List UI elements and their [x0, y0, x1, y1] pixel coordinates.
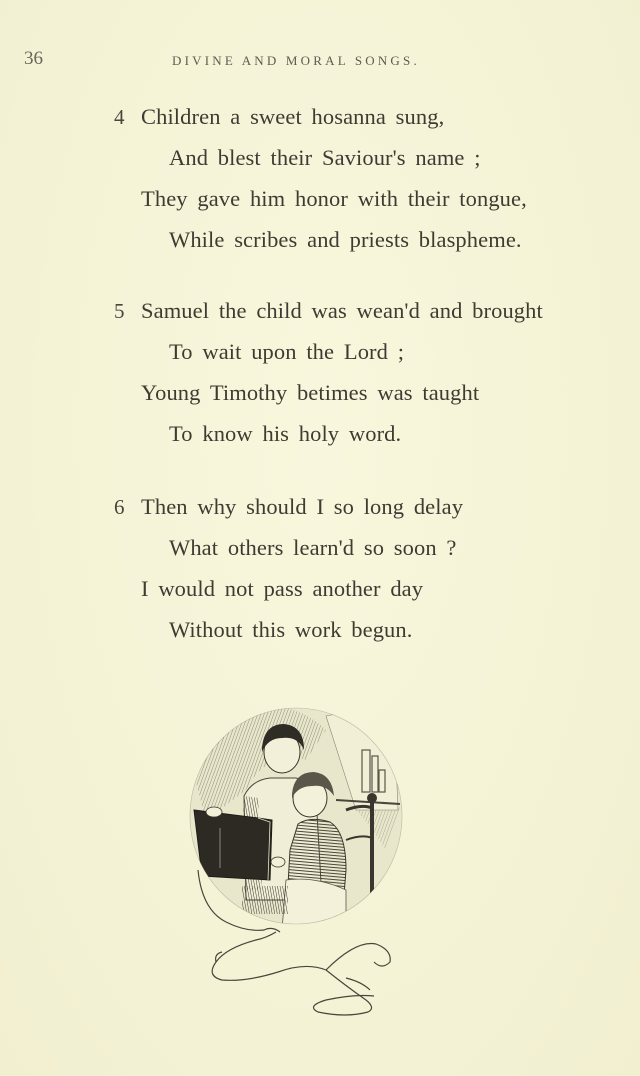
- stanza-number: 4: [114, 105, 125, 129]
- verse-line: Children a sweet hosanna sung,: [141, 104, 445, 129]
- stanza-number: 6: [114, 495, 125, 519]
- verse-line: Then why should I so long delay: [141, 494, 464, 519]
- engraved-vignette-illustration: [186, 700, 412, 1024]
- running-title: DIVINE AND MORAL SONGS.: [172, 53, 420, 68]
- verse-line: While scribes and priests blaspheme.: [169, 227, 522, 252]
- verse-line: I would not pass another day: [141, 576, 424, 601]
- verse-line: Samuel the child was wean'd and brought: [141, 298, 543, 323]
- vignette-scene: [186, 700, 412, 930]
- page-number: 36: [24, 48, 43, 69]
- running-head: [0, 48, 640, 72]
- verse-line: And blest their Saviour's name ;: [169, 145, 481, 170]
- stanza-number: 5: [114, 299, 125, 323]
- verse-line: Without this work begun.: [169, 617, 413, 642]
- verse-line: To know his holy word.: [169, 421, 402, 446]
- verse-line: Young Timothy betimes was taught: [141, 380, 480, 405]
- verse-line: What others learn'd so soon ?: [169, 535, 457, 560]
- verse-line: To wait upon the Lord ;: [169, 339, 405, 364]
- verse-line: They gave him honor with their tongue,: [141, 186, 527, 211]
